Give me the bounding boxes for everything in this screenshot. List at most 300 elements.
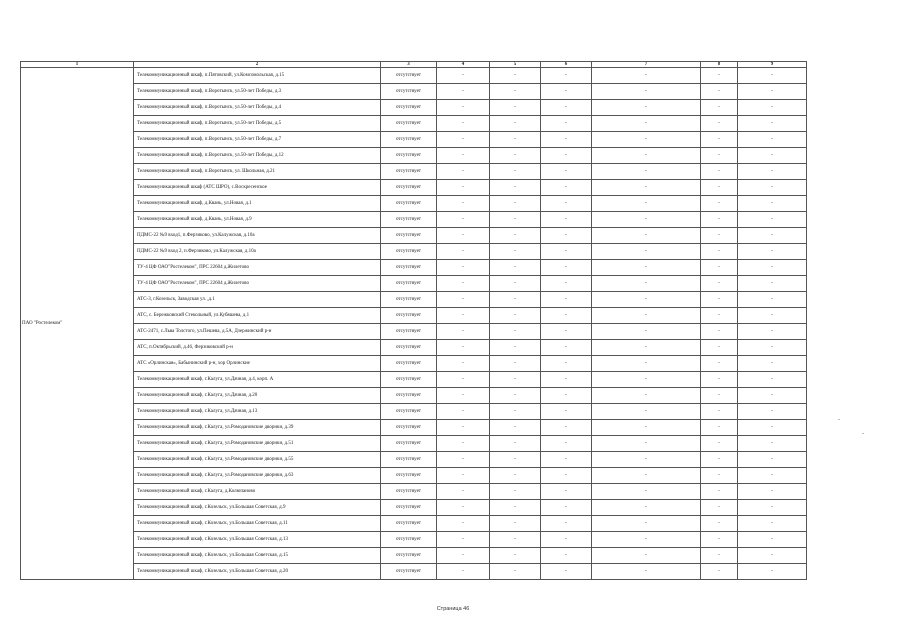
value-cell-col-5: - xyxy=(490,404,541,420)
value-cell-col-4: - xyxy=(437,340,490,356)
status-cell: отсутствует xyxy=(381,148,437,164)
value-cell-col-6: - xyxy=(541,212,592,228)
value-cell-col-6: - xyxy=(541,340,592,356)
value-cell-col-6: - xyxy=(541,68,592,84)
table-row xyxy=(21,452,807,468)
facility-description-cell: Телекоммуникационный шкаф, п.Воротынск, ул.50-лет Победы, д.12 xyxy=(134,148,381,164)
value-cell-col-9: - xyxy=(738,388,807,404)
table-row xyxy=(21,532,807,548)
status-cell: отсутствует xyxy=(381,100,437,116)
value-cell-col-4: - xyxy=(437,516,490,532)
value-cell-col-8: - xyxy=(701,452,738,468)
value-cell-col-4: - xyxy=(437,436,490,452)
value-cell-col-6: - xyxy=(541,532,592,548)
value-cell-col-9: - xyxy=(738,260,807,276)
status-cell: отсутствует xyxy=(381,372,437,388)
value-cell-col-5: - xyxy=(490,164,541,180)
value-cell-col-8: - xyxy=(701,116,738,132)
table-row xyxy=(21,212,807,228)
value-cell-col-9: - xyxy=(738,324,807,340)
table-row xyxy=(21,276,807,292)
value-cell-col-4: - xyxy=(437,404,490,420)
value-cell-col-8: - xyxy=(701,484,738,500)
table-row xyxy=(21,356,807,372)
table-row xyxy=(21,548,807,564)
value-cell-col-7: - xyxy=(592,148,701,164)
status-cell: отсутствует xyxy=(381,324,437,340)
table-row xyxy=(21,500,807,516)
facility-description-cell: Телекоммуникационный шкаф, п.Воротынск, ул.50-лет Победы, д.3 xyxy=(134,84,381,100)
value-cell-col-4: - xyxy=(437,468,490,484)
facility-description-cell: АТС «Орлинская», Бабынинский р-н, хор Орлинские xyxy=(134,356,381,372)
value-cell-col-9: - xyxy=(738,148,807,164)
value-cell-col-7: - xyxy=(592,196,701,212)
value-cell-col-5: - xyxy=(490,196,541,212)
value-cell-col-4: - xyxy=(437,148,490,164)
table-row xyxy=(21,196,807,212)
value-cell-col-4: - xyxy=(437,292,490,308)
status-cell: отсутствует xyxy=(381,516,437,532)
value-cell-col-8: - xyxy=(701,340,738,356)
value-cell-col-5: - xyxy=(490,292,541,308)
column-header-9: 9 xyxy=(738,62,807,68)
value-cell-col-5: - xyxy=(490,500,541,516)
value-cell-col-6: - xyxy=(541,404,592,420)
table-row xyxy=(21,244,807,260)
value-cell-col-5: - xyxy=(490,372,541,388)
value-cell-col-5: - xyxy=(490,116,541,132)
value-cell-col-5: - xyxy=(490,548,541,564)
value-cell-col-6: - xyxy=(541,468,592,484)
table-row xyxy=(21,292,807,308)
status-cell: отсутствует xyxy=(381,116,437,132)
value-cell-col-7: - xyxy=(592,324,701,340)
value-cell-col-5: - xyxy=(490,468,541,484)
facilities-table xyxy=(20,61,807,580)
value-cell-col-8: - xyxy=(701,356,738,372)
value-cell-col-6: - xyxy=(541,100,592,116)
column-header-8: 8 xyxy=(701,62,738,68)
facility-description-cell: Телекоммуникационный шкаф, г.Калуга, ул.Ромодановские дворики, д.51 xyxy=(134,436,381,452)
value-cell-col-7: - xyxy=(592,164,701,180)
status-cell: отсутствует xyxy=(381,180,437,196)
value-cell-col-5: - xyxy=(490,388,541,404)
table-row xyxy=(21,564,807,580)
facility-description-cell: Телекоммуникационный шкаф, г.Козельск, ул.Большая Советская, д.13 xyxy=(134,532,381,548)
value-cell-col-8: - xyxy=(701,276,738,292)
value-cell-col-9: - xyxy=(738,532,807,548)
value-cell-col-7: - xyxy=(592,180,701,196)
value-cell-col-8: - xyxy=(701,468,738,484)
value-cell-col-7: - xyxy=(592,516,701,532)
value-cell-col-7: - xyxy=(592,308,701,324)
value-cell-col-8: - xyxy=(701,516,738,532)
facility-description-cell: ТУ-4 ЦФ ОАО"Ростелеком", ПРС 22604 д.Жилетово xyxy=(134,260,381,276)
table-row xyxy=(21,100,807,116)
table-row xyxy=(21,388,807,404)
value-cell-col-6: - xyxy=(541,196,592,212)
value-cell-col-4: - xyxy=(437,116,490,132)
value-cell-col-6: - xyxy=(541,420,592,436)
value-cell-col-7: - xyxy=(592,244,701,260)
value-cell-col-5: - xyxy=(490,100,541,116)
value-cell-col-8: - xyxy=(701,420,738,436)
value-cell-col-4: - xyxy=(437,68,490,84)
value-cell-col-4: - xyxy=(437,244,490,260)
value-cell-col-4: - xyxy=(437,420,490,436)
status-cell: отсутствует xyxy=(381,164,437,180)
table-row xyxy=(21,148,807,164)
value-cell-col-9: - xyxy=(738,516,807,532)
table-row xyxy=(21,84,807,100)
table-row xyxy=(21,372,807,388)
value-cell-col-7: - xyxy=(592,276,701,292)
value-cell-col-7: - xyxy=(592,356,701,372)
value-cell-col-5: - xyxy=(490,436,541,452)
facility-description-cell: Телекоммуникационный шкаф, г.Калуга, ул.Ромодановские дворики, д.39 xyxy=(134,420,381,436)
value-cell-col-9: - xyxy=(738,228,807,244)
table-row xyxy=(21,132,807,148)
value-cell-col-4: - xyxy=(437,324,490,340)
status-cell: отсутствует xyxy=(381,548,437,564)
value-cell-col-6: - xyxy=(541,388,592,404)
value-cell-col-7: - xyxy=(592,436,701,452)
value-cell-col-4: - xyxy=(437,532,490,548)
value-cell-col-5: - xyxy=(490,356,541,372)
value-cell-col-4: - xyxy=(437,260,490,276)
value-cell-col-4: - xyxy=(437,100,490,116)
value-cell-col-6: - xyxy=(541,516,592,532)
table-row xyxy=(21,228,807,244)
value-cell-col-7: - xyxy=(592,372,701,388)
value-cell-col-6: - xyxy=(541,260,592,276)
table-row xyxy=(21,516,807,532)
value-cell-col-5: - xyxy=(490,212,541,228)
value-cell-col-6: - xyxy=(541,564,592,580)
status-cell: отсутствует xyxy=(381,532,437,548)
value-cell-col-7: - xyxy=(592,452,701,468)
facility-description-cell: Телекоммуникационный шкаф, г.Калуга, ул.Дачная, д.13 xyxy=(134,404,381,420)
facility-description-cell: Телекоммуникационный шкаф, г.Калуга, д.Колюпаново xyxy=(134,484,381,500)
value-cell-col-8: - xyxy=(701,148,738,164)
value-cell-col-7: - xyxy=(592,116,701,132)
facility-description-cell: АТС-3, г.Козельск, Заводская ул. ,д.1 xyxy=(134,292,381,308)
value-cell-col-6: - xyxy=(541,228,592,244)
value-cell-col-9: - xyxy=(738,180,807,196)
value-cell-col-6: - xyxy=(541,372,592,388)
value-cell-col-8: - xyxy=(701,548,738,564)
column-header-4: 4 xyxy=(437,62,490,68)
value-cell-col-5: - xyxy=(490,420,541,436)
facility-description-cell: Телекоммуникационный шкаф, г.Калуга, ул.Ромодановские дворики, д.55 xyxy=(134,452,381,468)
column-header-5: 5 xyxy=(490,62,541,68)
value-cell-col-6: - xyxy=(541,308,592,324)
status-cell: отсутствует xyxy=(381,68,437,84)
value-cell-col-7: - xyxy=(592,500,701,516)
status-cell: отсутствует xyxy=(381,436,437,452)
value-cell-col-8: - xyxy=(701,532,738,548)
value-cell-col-8: - xyxy=(701,228,738,244)
value-cell-col-4: - xyxy=(437,388,490,404)
value-cell-col-9: - xyxy=(738,244,807,260)
value-cell-col-6: - xyxy=(541,84,592,100)
value-cell-col-6: - xyxy=(541,148,592,164)
value-cell-col-5: - xyxy=(490,148,541,164)
status-cell: отсутствует xyxy=(381,260,437,276)
value-cell-col-8: - xyxy=(701,404,738,420)
value-cell-col-7: - xyxy=(592,420,701,436)
facility-description-cell: АТС-2471, с.Льва Толстого, ул.Пешева, д.5А, Дзержинский р-н xyxy=(134,324,381,340)
value-cell-col-8: - xyxy=(701,212,738,228)
value-cell-col-4: - xyxy=(437,484,490,500)
value-cell-col-4: - xyxy=(437,372,490,388)
value-cell-col-9: - xyxy=(738,340,807,356)
value-cell-col-9: - xyxy=(738,548,807,564)
scan-speck xyxy=(838,419,840,420)
status-cell: отсутствует xyxy=(381,84,437,100)
value-cell-col-9: - xyxy=(738,372,807,388)
facility-description-cell: ТУ-4 ЦФ ОАО"Ростелеком", ПРС 22604 д.Жилетово xyxy=(134,276,381,292)
value-cell-col-8: - xyxy=(701,132,738,148)
value-cell-col-4: - xyxy=(437,548,490,564)
value-cell-col-5: - xyxy=(490,132,541,148)
value-cell-col-8: - xyxy=(701,164,738,180)
status-cell: отсутствует xyxy=(381,484,437,500)
value-cell-col-9: - xyxy=(738,164,807,180)
value-cell-col-4: - xyxy=(437,500,490,516)
value-cell-col-6: - xyxy=(541,548,592,564)
value-cell-col-7: - xyxy=(592,564,701,580)
value-cell-col-8: - xyxy=(701,260,738,276)
value-cell-col-7: - xyxy=(592,548,701,564)
table-row xyxy=(21,324,807,340)
facility-description-cell: ПДМС-22 №9 вход 2, п.Ферзиково, ул.Калужская, д.10а xyxy=(134,244,381,260)
value-cell-col-4: - xyxy=(437,84,490,100)
value-cell-col-8: - xyxy=(701,68,738,84)
table-row xyxy=(21,164,807,180)
value-cell-col-6: - xyxy=(541,436,592,452)
value-cell-col-5: - xyxy=(490,484,541,500)
table-row xyxy=(21,484,807,500)
value-cell-col-8: - xyxy=(701,100,738,116)
value-cell-col-6: - xyxy=(541,116,592,132)
value-cell-col-5: - xyxy=(490,308,541,324)
facility-description-cell: Телекоммуникационный шкаф, д.Квань, ул.Новая, д.9 xyxy=(134,212,381,228)
value-cell-col-4: - xyxy=(437,452,490,468)
value-cell-col-9: - xyxy=(738,116,807,132)
value-cell-col-9: - xyxy=(738,100,807,116)
value-cell-col-9: - xyxy=(738,292,807,308)
facility-description-cell: Телекоммуникационный шкаф, п.Воротынск, ул.50-лет Победы, д.4 xyxy=(134,100,381,116)
facility-description-cell: Телекоммуникационный шкаф, п.Пятовский, ул.Комсомольская, д.15 xyxy=(134,68,381,84)
status-cell: отсутствует xyxy=(381,196,437,212)
value-cell-col-5: - xyxy=(490,564,541,580)
scan-speck xyxy=(862,433,864,434)
value-cell-col-6: - xyxy=(541,180,592,196)
value-cell-col-6: - xyxy=(541,452,592,468)
table-row xyxy=(21,260,807,276)
value-cell-col-4: - xyxy=(437,564,490,580)
value-cell-col-8: - xyxy=(701,372,738,388)
value-cell-col-6: - xyxy=(541,324,592,340)
value-cell-col-7: - xyxy=(592,484,701,500)
value-cell-col-9: - xyxy=(738,468,807,484)
value-cell-col-6: - xyxy=(541,276,592,292)
table-row xyxy=(21,308,807,324)
value-cell-col-9: - xyxy=(738,276,807,292)
value-cell-col-5: - xyxy=(490,276,541,292)
value-cell-col-8: - xyxy=(701,196,738,212)
value-cell-col-7: - xyxy=(592,84,701,100)
value-cell-col-8: - xyxy=(701,84,738,100)
value-cell-col-7: - xyxy=(592,100,701,116)
facility-description-cell: Телекоммуникационный шкаф (АТС ШРО), с.Воскресенское xyxy=(134,180,381,196)
facility-description-cell: ПДМС-22 №9 вход1, п.Ферзиково, ул.Калужская, д.10а xyxy=(134,228,381,244)
value-cell-col-8: - xyxy=(701,244,738,260)
value-cell-col-8: - xyxy=(701,500,738,516)
value-cell-col-5: - xyxy=(490,228,541,244)
table-body xyxy=(21,68,807,580)
status-cell: отсутствует xyxy=(381,404,437,420)
value-cell-col-7: - xyxy=(592,340,701,356)
value-cell-col-6: - xyxy=(541,244,592,260)
status-cell: отсутствует xyxy=(381,420,437,436)
value-cell-col-4: - xyxy=(437,196,490,212)
value-cell-col-4: - xyxy=(437,356,490,372)
column-header-7: 7 xyxy=(592,62,701,68)
value-cell-col-8: - xyxy=(701,436,738,452)
value-cell-col-9: - xyxy=(738,452,807,468)
facility-description-cell: Телекоммуникационный шкаф, п.Воротынск, ул.50-лет Победы, д.5 xyxy=(134,116,381,132)
status-cell: отсутствует xyxy=(381,308,437,324)
value-cell-col-9: - xyxy=(738,212,807,228)
organization-cell: ПАО "Ростелеком" xyxy=(21,68,134,580)
value-cell-col-6: - xyxy=(541,164,592,180)
value-cell-col-5: - xyxy=(490,452,541,468)
column-header-6: 6 xyxy=(541,62,592,68)
value-cell-col-8: - xyxy=(701,180,738,196)
status-cell: отсутствует xyxy=(381,388,437,404)
value-cell-col-9: - xyxy=(738,196,807,212)
status-cell: отсутствует xyxy=(381,468,437,484)
facility-description-cell: Телекоммуникационный шкаф, г.Козельск, ул.Большая Советская, д.15 xyxy=(134,548,381,564)
value-cell-col-5: - xyxy=(490,516,541,532)
facility-description-cell: АТС, с. Бережковский Стекольный, ул.Кубяшева, д.1 xyxy=(134,308,381,324)
table-row xyxy=(21,340,807,356)
table-row xyxy=(21,404,807,420)
status-cell: отсутствует xyxy=(381,340,437,356)
value-cell-col-7: - xyxy=(592,404,701,420)
value-cell-col-6: - xyxy=(541,132,592,148)
value-cell-col-6: - xyxy=(541,500,592,516)
value-cell-col-5: - xyxy=(490,532,541,548)
value-cell-col-7: - xyxy=(592,260,701,276)
table-row xyxy=(21,468,807,484)
status-cell: отсутствует xyxy=(381,244,437,260)
value-cell-col-9: - xyxy=(738,68,807,84)
value-cell-col-5: - xyxy=(490,260,541,276)
value-cell-col-7: - xyxy=(592,292,701,308)
table-row xyxy=(21,180,807,196)
value-cell-col-7: - xyxy=(592,228,701,244)
value-cell-col-7: - xyxy=(592,532,701,548)
status-cell: отсутствует xyxy=(381,452,437,468)
value-cell-col-7: - xyxy=(592,388,701,404)
value-cell-col-5: - xyxy=(490,180,541,196)
value-cell-col-7: - xyxy=(592,468,701,484)
status-cell: отсутствует xyxy=(381,500,437,516)
facility-description-cell: Телекоммуникационный шкаф, г.Калуга, ул.Дачная, д.4, корп. А xyxy=(134,372,381,388)
value-cell-col-5: - xyxy=(490,340,541,356)
value-cell-col-8: - xyxy=(701,292,738,308)
value-cell-col-4: - xyxy=(437,308,490,324)
column-header-2: 2 xyxy=(134,62,381,68)
table-row xyxy=(21,436,807,452)
facility-description-cell: Телекоммуникационный шкаф, г.Калуга, ул.Дачная, д.20 xyxy=(134,388,381,404)
value-cell-col-4: - xyxy=(437,228,490,244)
value-cell-col-8: - xyxy=(701,388,738,404)
value-cell-col-6: - xyxy=(541,356,592,372)
value-cell-col-7: - xyxy=(592,132,701,148)
value-cell-col-4: - xyxy=(437,180,490,196)
value-cell-col-8: - xyxy=(701,308,738,324)
facility-description-cell: АТС, п.Октябрьский, д.46, Ферзиковский р-н xyxy=(134,340,381,356)
value-cell-col-5: - xyxy=(490,324,541,340)
table-row xyxy=(21,116,807,132)
value-cell-col-4: - xyxy=(437,164,490,180)
facility-description-cell: Телекоммуникационный шкаф, г.Козельск, ул.Большая Советская, д.11 xyxy=(134,516,381,532)
status-cell: отсутствует xyxy=(381,292,437,308)
status-cell: отсутствует xyxy=(381,212,437,228)
status-cell: отсутствует xyxy=(381,228,437,244)
value-cell-col-9: - xyxy=(738,404,807,420)
status-cell: отсутствует xyxy=(381,356,437,372)
value-cell-col-9: - xyxy=(738,308,807,324)
value-cell-col-9: - xyxy=(738,500,807,516)
facility-description-cell: Телекоммуникационный шкаф, г.Козельск, ул.Большая Советская, д.20 xyxy=(134,564,381,580)
table-row xyxy=(21,68,807,84)
column-header-3: 3 xyxy=(381,62,437,68)
value-cell-col-9: - xyxy=(738,84,807,100)
value-cell-col-6: - xyxy=(541,292,592,308)
status-cell: отсутствует xyxy=(381,276,437,292)
facility-description-cell: Телекоммуникационный шкаф, г.Калуга, ул.Ромодановские дворики, д.63 xyxy=(134,468,381,484)
value-cell-col-4: - xyxy=(437,132,490,148)
facility-description-cell: Телекоммуникационный шкаф, п.Воротынск, ул.50-лет Победы, д.7 xyxy=(134,132,381,148)
value-cell-col-9: - xyxy=(738,420,807,436)
value-cell-col-9: - xyxy=(738,484,807,500)
value-cell-col-9: - xyxy=(738,132,807,148)
value-cell-col-9: - xyxy=(738,356,807,372)
value-cell-col-6: - xyxy=(541,484,592,500)
value-cell-col-7: - xyxy=(592,212,701,228)
value-cell-col-9: - xyxy=(738,436,807,452)
column-header-1: 1 xyxy=(21,62,134,68)
value-cell-col-8: - xyxy=(701,564,738,580)
status-cell: отсутствует xyxy=(381,564,437,580)
value-cell-col-5: - xyxy=(490,84,541,100)
value-cell-col-5: - xyxy=(490,244,541,260)
facility-description-cell: Телекоммуникационный шкаф, д.Квань, ул.Новая, д.1 xyxy=(134,196,381,212)
value-cell-col-5: - xyxy=(490,68,541,84)
value-cell-col-4: - xyxy=(437,276,490,292)
facility-description-cell: Телекоммуникационный шкаф, п.Воротынск, ул. Школьная, д.21 xyxy=(134,164,381,180)
value-cell-col-9: - xyxy=(738,564,807,580)
value-cell-col-8: - xyxy=(701,324,738,340)
page-number: Страница 46 xyxy=(436,606,470,612)
value-cell-col-7: - xyxy=(592,68,701,84)
table-row xyxy=(21,420,807,436)
